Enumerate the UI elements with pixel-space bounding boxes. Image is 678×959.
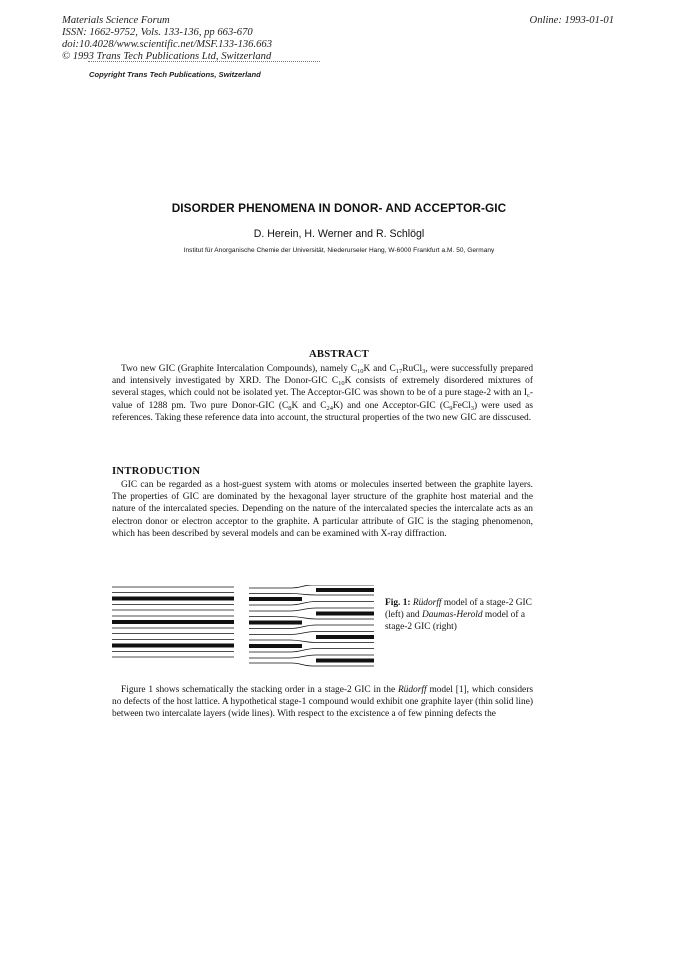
online-date: Online: 1993-01-01 (529, 15, 614, 26)
cropped-journal-line (88, 61, 320, 67)
doi-link[interactable]: doi:10.4028/www.scientific.net/MSF.133-136.663 (62, 39, 272, 50)
abstract-text: Two new GIC (Graphite Intercalation Compounds), namely $C_{10}K$ and $C_{17}RuCl_3$, were successfully prepared and intensively investigated by XRD. The Donor-GIC $C_{10}K$ consists of extremely disordered mixtures of several stages, which could not be isolated yet. The Acceptor-GIC was shown to be of a pure stage-2 with an $I_c$-value of 1288 pm. Two pure Donor-GIC ($C_8K$ and $C_{24}K$) and one Acceptor-GIC $(C_9FeCl_3)$ were used as references. Taking these reference data into account, the structural properties of the two new GIC are disscused. (112, 364, 534, 423)
introduction-paragraph: GIC can be regarded as a host-guest system with atoms or molecules inserted between the graphite layers. The properties of GIC are dominated by the hexagonal layer structure of the graphite host material and the nature of the intercalated species. Depending on the nature of the intercalated species the intercalate acts as an electron donor or electron acceptor to the graphite. A particular attribute of GIC is the staging phenomenon, which has been described by several models and can be examined with X-ray diffraction. (112, 480, 533, 539)
paper-title: DISORDER PHENOMENA IN DONOR- AND ACCEPTOR-GIC (171, 201, 507, 215)
introduction-text (112, 479, 533, 540)
figure-label: Fig. 1: (385, 598, 411, 608)
affiliation: Institut für Anorganische Chemie der Universität, Niederurseler Hang, W-6000 Frankfurt a.M. 50, Germany (183, 247, 495, 254)
abstract-heading: ABSTRACT (308, 349, 370, 360)
issn-line: ISSN: 1662-9752, Vols. 133-136, pp 663-670 (62, 27, 253, 38)
author-list: D. Herein, H. Werner and R. Schlögl (253, 228, 425, 240)
body-paragraph: Figure 1 shows schematically the stacking order in a stage-2 GIC in the Rüdorff model [1], which considers no defects of the host lattice. A hypothetical stage-1 compound would exhibit one graphite layer (thin solid line) between two intercalate layers (wide lines). With respect to the excistence a of few pinning defects the (112, 685, 533, 720)
figure-caption: Fig. 1: Rüdorff model of a stage-2 GIC (left) and Daumas-Herold model of a stage-2 GIC (right) (385, 598, 532, 633)
introduction-heading: INTRODUCTION (112, 466, 201, 477)
staging-model-figure (112, 585, 382, 667)
daumas-herold-model (249, 585, 374, 666)
publisher-line: © 1993 Trans Tech Publications Ltd, Switzerland (62, 51, 272, 62)
rudorff-model (112, 587, 234, 657)
journal-header (62, 15, 272, 63)
journal-name: Materials Science Forum (62, 15, 170, 26)
copyright-stamp: Copyright Trans Tech Publications, Switzerland (89, 70, 261, 79)
